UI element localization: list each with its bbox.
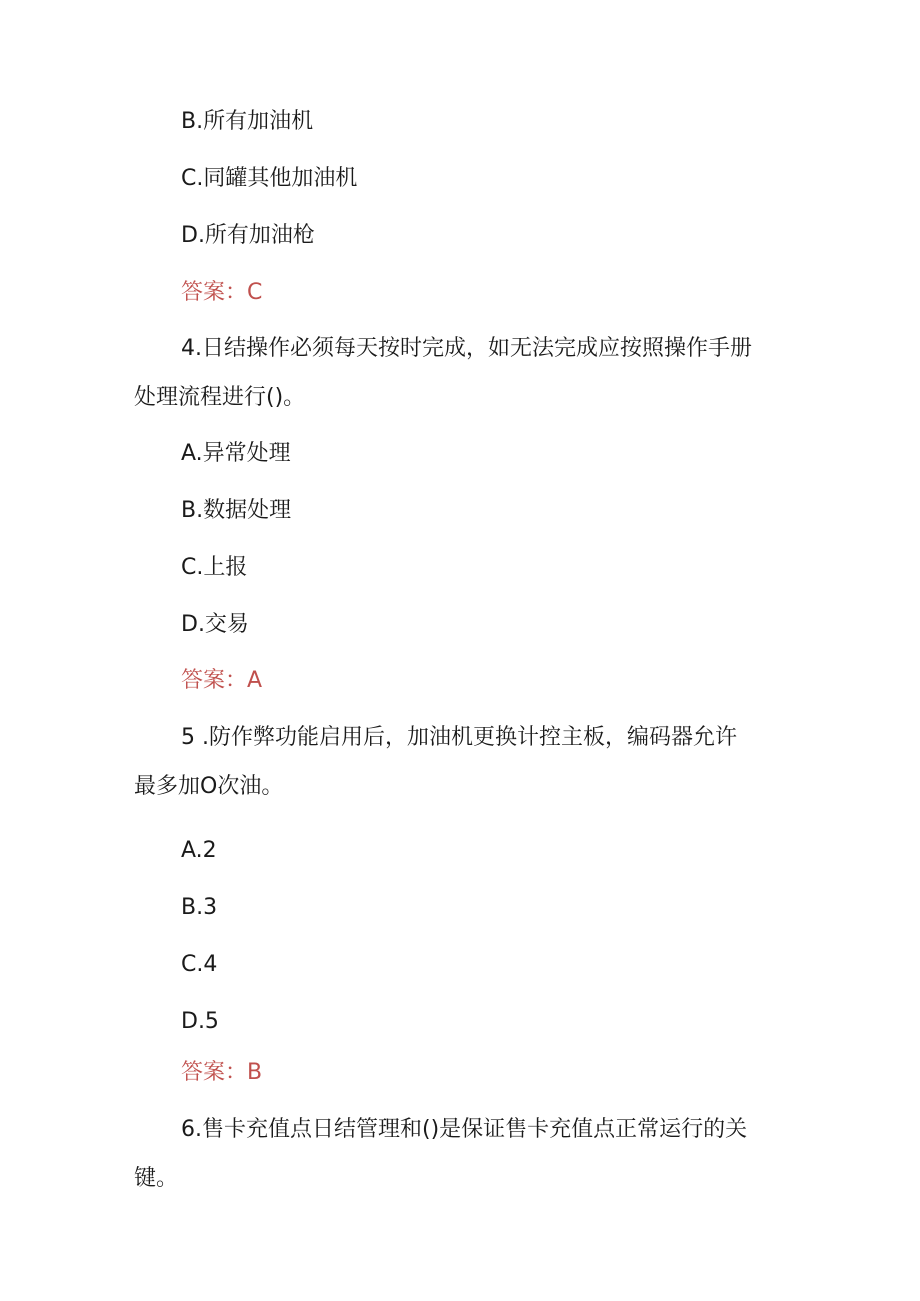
q4-answer: 答案：A: [181, 668, 263, 693]
q5-option-c: C.4: [181, 952, 218, 977]
q6-question-line1: 6.售卡充值点日结管理和()是保证售卡充值点正常运行的关: [181, 1117, 748, 1142]
q3-option-d: D.所有加油枪: [181, 223, 315, 248]
q5-option-a: A.2: [181, 838, 217, 863]
q6-question-line2: 键。: [134, 1166, 179, 1191]
q3-answer: 答案：C: [181, 280, 263, 305]
q4-question-line2: 处理流程进行()。: [134, 385, 306, 410]
q4-option-a: A.异常处理: [181, 441, 291, 466]
q5-question-line2: 最多加O次油。: [134, 774, 284, 799]
q4-option-b: B.数据处理: [181, 498, 292, 523]
q5-question-line1: 5 .防作弊功能启用后，加油机更换计控主板，编码器允许: [181, 725, 737, 750]
q4-option-c: C.上报: [181, 555, 248, 580]
q4-question-line1: 4.日结操作必须每天按时完成，如无法完成应按照操作手册: [181, 336, 752, 361]
q5-option-b: B.3: [181, 895, 218, 920]
q4-option-d: D.交易: [181, 612, 249, 637]
q5-option-d: D.5: [181, 1009, 219, 1034]
q5-answer: 答案：B: [181, 1060, 263, 1085]
q3-option-c: C.同罐其他加油机: [181, 166, 358, 191]
q3-option-b: B.所有加油机: [181, 109, 314, 134]
